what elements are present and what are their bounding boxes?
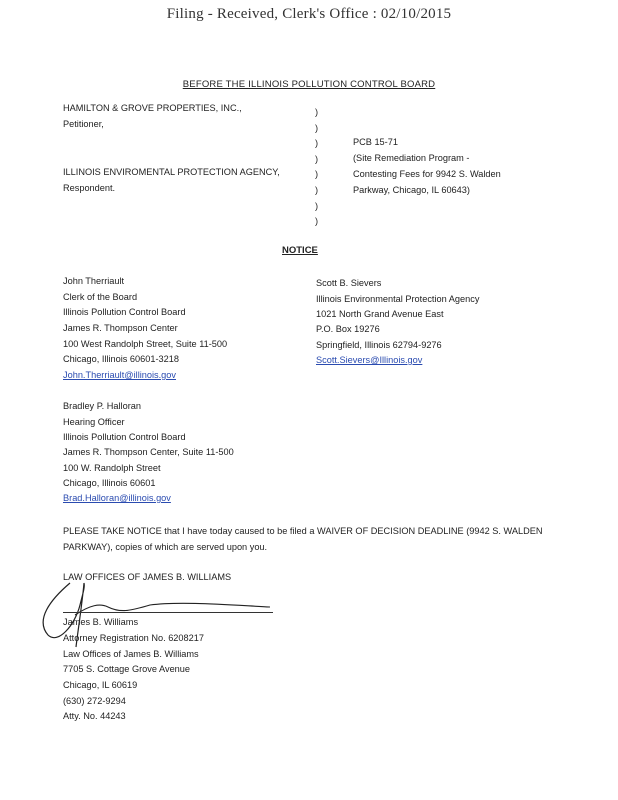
hearing-line: Bradley P. Halloran xyxy=(63,401,141,411)
notice-body: PLEASE TAKE NOTICE that I have today caused to be filed a WAIVER OF DECISION DEADLINE (9942 S. WALDEN PARKWAY), copies of which are served upon you. xyxy=(63,526,543,552)
hearing-line: 100 W. Randolph Street xyxy=(63,463,161,473)
signer-line: 7705 S. Cottage Grove Avenue xyxy=(63,664,191,674)
case-number: PCB 15-71 xyxy=(353,137,398,147)
agency-line: Illinois Environmental Protection Agency xyxy=(316,294,480,304)
signer-line: Atty. No. 44243 xyxy=(63,711,126,721)
petitioner-name: HAMILTON & GROVE PROPERTIES, INC., xyxy=(63,103,242,113)
petitioner-role: Petitioner, xyxy=(63,119,104,129)
filing-stamp: Filing - Received, Clerk's Office : 02/10/2015 xyxy=(166,6,452,22)
clerk-email-link[interactable]: John.Therriault@illinois.gov xyxy=(63,370,176,380)
paren: ) xyxy=(315,153,319,164)
firm-name: LAW OFFICES OF JAMES B. WILLIAMS xyxy=(63,572,232,582)
hearing-line: James R. Thompson Center, Suite 11-500 xyxy=(63,447,234,457)
hearing-email-link[interactable]: Brad.Halloran@illinois.gov xyxy=(63,493,171,503)
signature-line xyxy=(63,612,273,613)
signer-line: Attorney Registration No. 6208217 xyxy=(63,633,204,643)
agency-line: 1021 North Grand Avenue East xyxy=(316,309,444,319)
caption-parens xyxy=(315,105,318,230)
case-desc-line: (Site Remediation Program - xyxy=(353,153,470,163)
signer-line: Law Offices of James B. Williams xyxy=(63,649,199,659)
respondent-name: ILLINOIS ENVIROMENTAL PROTECTION AGENCY, xyxy=(63,167,280,177)
paren: ) xyxy=(315,200,319,211)
respondent-role: Respondent. xyxy=(63,183,116,193)
hearing-line: Illinois Pollution Control Board xyxy=(63,432,186,442)
agency-email-link[interactable]: Scott.Sievers@Illinois.gov xyxy=(316,355,423,365)
agency-line: Springfield, Illinois 62794-9276 xyxy=(316,340,442,350)
paren: ) xyxy=(315,122,319,133)
case-desc-line: Parkway, Chicago, IL 60643) xyxy=(353,185,470,195)
paren: ) xyxy=(315,107,319,117)
hearing-line: Hearing Officer xyxy=(63,417,125,427)
hearing-line: Chicago, Illinois 60601 xyxy=(63,478,156,488)
paren: ) xyxy=(315,169,319,180)
notice-heading: NOTICE xyxy=(282,245,318,256)
clerk-line: 100 West Randolph Street, Suite 11-500 xyxy=(63,339,228,349)
paren: ) xyxy=(315,138,319,149)
clerk-line: James R. Thompson Center xyxy=(63,323,178,333)
clerk-line: Illinois Pollution Control Board xyxy=(63,307,186,317)
paren: ) xyxy=(315,216,319,227)
clerk-line: Chicago, Illinois 60601-3218 xyxy=(63,354,179,364)
clerk-line: John Therriault xyxy=(63,276,125,286)
clerk-line: Clerk of the Board xyxy=(63,292,138,302)
signer-line: James B. Williams xyxy=(63,617,139,627)
signer-line: (630) 272-9294 xyxy=(63,696,126,706)
case-desc-line: Contesting Fees for 9942 S. Walden xyxy=(353,169,501,179)
agency-line: Scott B. Sievers xyxy=(316,278,382,288)
board-title: BEFORE THE ILLINOIS POLLUTION CONTROL BOARD xyxy=(182,79,436,90)
agency-line: P.O. Box 19276 xyxy=(316,324,380,334)
signer-line: Chicago, IL 60619 xyxy=(63,680,138,690)
paren: ) xyxy=(315,184,319,195)
